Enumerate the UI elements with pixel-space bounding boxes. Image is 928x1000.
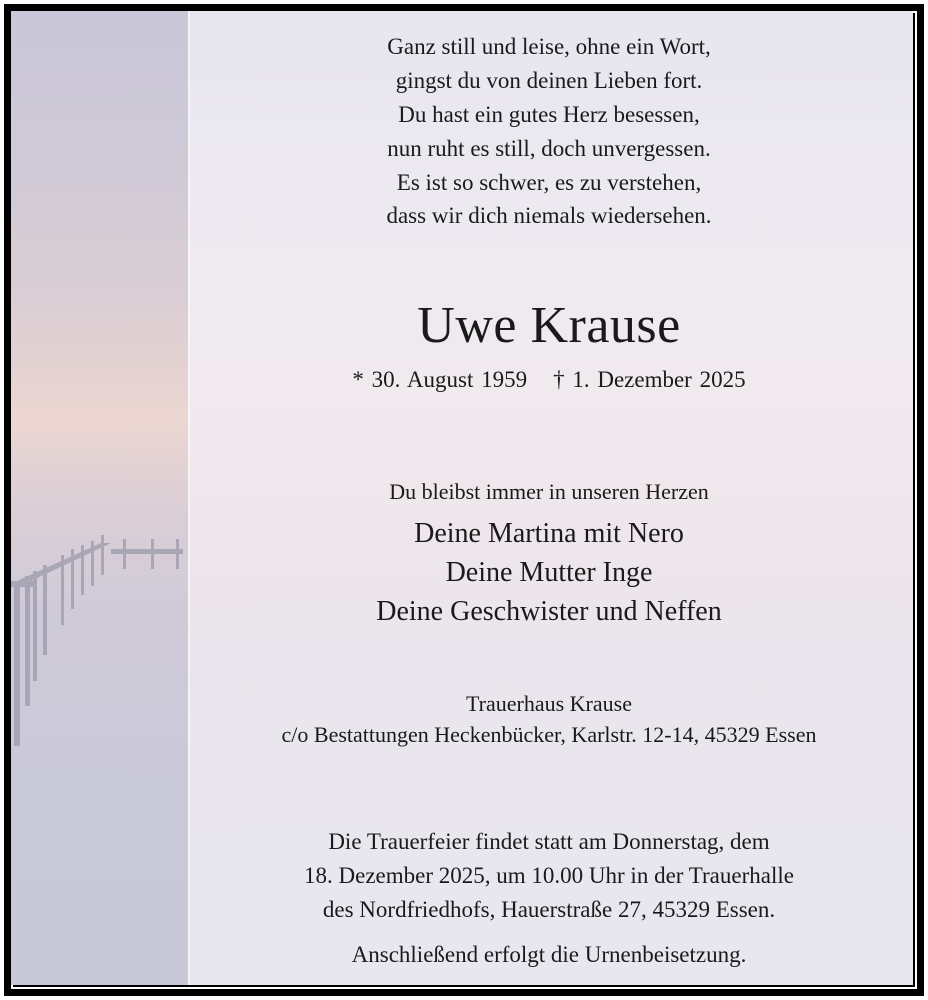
poem-line: gingst du von deinen Lieben fort. (395, 68, 703, 93)
family-member: Deine Mutter Inge (445, 557, 653, 588)
ceremony-line: 18. Dezember 2025, um 10.00 Uhr in der Trauerhalle (304, 863, 794, 888)
mourning-house: Trauerhaus Krause (466, 691, 632, 716)
poem-line: Ganz still und leise, ohne ein Wort, (387, 34, 711, 59)
ceremony-line: des Nordfriedhofs, Hauerstraße 27, 45329 Essen. (322, 897, 776, 922)
poem-line: nun ruht es still, doch unvergessen. (387, 136, 711, 161)
family-member: Deine Martina mit Nero (414, 518, 684, 549)
family-member: Deine Geschwister und Neffen (376, 596, 722, 627)
remembrance-line: Du bleibst immer in unseren Herzen (389, 479, 709, 504)
deceased-name: Uwe Krause (417, 297, 681, 354)
poem-line: dass wir dich niemals wiedersehen. (386, 203, 712, 228)
death-date: † 1. Dezember 2025 (553, 367, 746, 392)
burial-note: Anschließend erfolgt die Urnenbeisetzung. (351, 942, 747, 967)
care-of-address: c/o Bestattungen Heckenbücker, Karlstr. 12-14, 45329 Essen (281, 722, 817, 747)
poem-line: Du hast ein gutes Herz besessen, (398, 102, 700, 127)
ceremony-line: Die Trauerfeier findet statt am Donnerstag, dem (328, 829, 770, 854)
life-dates (178, 365, 920, 395)
poem-line: Es ist so schwer, es zu verstehen, (396, 170, 702, 195)
birth-date: * 30. August 1959 (352, 367, 528, 392)
